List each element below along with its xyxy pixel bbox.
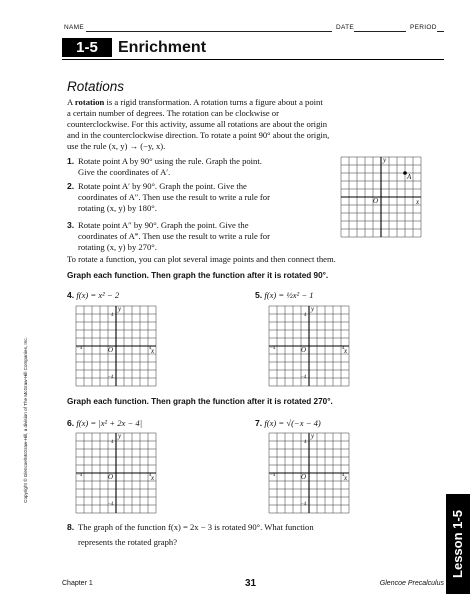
y-axis-label: y [311,432,315,440]
instruction-rotate-270: Graph each function. Then graph the function after it is rotated 270°. [67,397,333,406]
intro-lead: A [67,97,73,107]
coordinate-grid-problem-5[interactable] [268,305,350,387]
problem-expression: f(x) = |x² + 2x − 4| [76,418,143,428]
problem-2 [67,181,337,214]
tick-label-neg-x: −4 [77,473,83,478]
intro-line-2: a certain number of degrees. The rotation can be clockwise or [67,108,279,118]
tick-label-pos-y: 4 [304,313,307,318]
problem-number: 1. [67,156,75,166]
tick-label-neg-x: −4 [270,473,276,478]
origin-label: O [301,346,307,354]
problem-8 [67,522,427,548]
student-info-header [62,22,444,34]
y-axis-label: y [311,305,315,313]
instruction-rotate-90: Graph each function. Then graph the function after it is rotated 90°. [67,271,329,280]
tick-label-neg-y: −4 [108,502,114,507]
name-label: NAME [64,24,84,31]
tick-label-neg-x: −4 [77,346,83,351]
lesson-number-badge: 1-5 [62,38,112,57]
problem-number: 2. [67,181,75,191]
date-line[interactable] [354,31,406,32]
page-footer [62,578,444,592]
name-line[interactable] [86,31,332,32]
x-axis-label: x [344,474,348,482]
x-axis-label: x [151,474,155,482]
problem-1 [67,156,337,178]
tick-label-pos-x: 4 [342,473,345,478]
footer-page-number: 31 [245,578,257,589]
period-label: PERIOD [410,24,437,31]
lesson-side-tab [446,494,470,594]
coordinate-grid-problem-4[interactable] [75,305,157,387]
origin-label: O [108,473,114,481]
y-axis-label: y [118,305,122,313]
origin-label: O [108,346,114,354]
transition-text: To rotate a function, you can plot several image points and then connect them. [67,254,336,264]
tick-label-pos-y: 4 [111,440,114,445]
footer-book-title: Glencoe Precalculus [379,580,444,587]
problem-text-line: rotating (x, y) by 270°. [78,242,157,252]
copyright-notice: Copyright © Glencoe/McGraw-Hill, a division of The McGraw-Hill Companies, Inc. [23,337,28,503]
problem-text-line: Give the coordinates of A′. [78,167,171,177]
section-heading: Rotations [67,79,125,94]
problem-4 [67,290,119,301]
intro-line-1: is a rigid transformation. A rotation turns a figure about a point [104,97,323,107]
problem-6 [67,418,142,429]
problem-number: 5. [255,290,263,300]
tick-label-pos-x: 4 [149,473,152,478]
tick-label-pos-x: 4 [342,346,345,351]
tick-label-pos-x: 4 [149,346,152,351]
x-axis-label: x [151,347,155,355]
problem-number: 4. [67,290,75,300]
date-label: DATE [336,24,355,31]
problem-number: 7. [255,418,263,428]
problem-text-line: The graph of the function f(x) = 2x − 3 is rotated 90°. What function [78,522,314,532]
problem-expression: f(x) = √(−x − 4) [264,418,321,428]
problem-expression: f(x) = ½x² − 1 [264,290,314,300]
problem-text-line: coordinates of A″. Then use the result to write a rule for [78,192,270,202]
tick-label-pos-y: 4 [304,440,307,445]
problem-text-line: Rotate point A″ by 90°. Graph the point. Give the [78,220,249,230]
origin-label: O [373,197,379,205]
period-line[interactable] [437,31,444,32]
page-title: Enrichment [118,39,207,56]
problem-number: 6. [67,418,75,428]
intro-line-3: counterclockwise. For this activity, assume all rotations are about the origin [67,119,328,129]
problem-text-line: rotating (x, y) by 180°. [78,203,157,213]
tick-label-neg-y: −4 [301,375,307,380]
intro-term: rotation [74,97,105,107]
problem-text-line: coordinates of A‴. Then use the result to write a rule for [78,231,270,241]
coordinate-grid-problem-7[interactable] [268,432,350,514]
point-a-label: A [407,173,412,181]
problem-text-line: represents the rotated graph? [78,537,178,547]
x-axis-label: x [416,198,420,206]
y-axis-label: y [383,156,387,164]
intro-line-5: use the rule (x, y) → (−y, x). [67,141,166,151]
coordinate-grid-rotation[interactable] [340,156,422,238]
tick-label-neg-y: −4 [301,502,307,507]
intro-line-4: and in the counterclockwise direction. To rotate a point 90° about the origin, [67,130,330,140]
lesson-side-tab-label: Lesson 1-5 [450,510,465,578]
x-axis-label: x [344,347,348,355]
tick-label-neg-x: −4 [270,346,276,351]
tick-label-neg-y: −4 [108,375,114,380]
tick-label-pos-y: 4 [111,313,114,318]
problem-number: 3. [67,220,75,230]
problem-text-line: Rotate point A′ by 90°. Graph the point. Give the [78,181,247,191]
problem-expression: f(x) = x² − 2 [76,290,120,300]
y-axis-label: y [118,432,122,440]
problem-7 [255,418,321,429]
footer-chapter: Chapter 1 [62,580,93,587]
title-bar [62,37,444,60]
intro-paragraph [67,97,407,152]
problem-number: 8. [67,522,75,532]
problem-3 [67,220,337,253]
origin-label: O [301,473,307,481]
coordinate-grid-problem-6[interactable] [75,432,157,514]
problem-text-line: Rotate point A by 90° using the rule. Graph the point. [78,156,262,166]
problem-5 [255,290,314,301]
